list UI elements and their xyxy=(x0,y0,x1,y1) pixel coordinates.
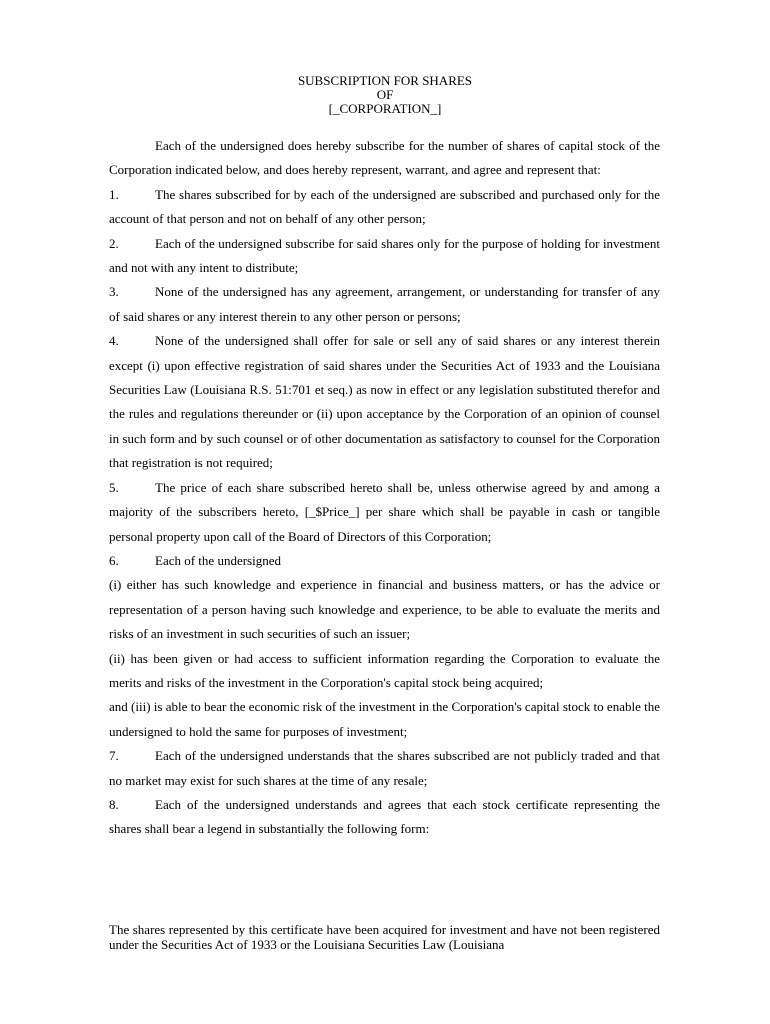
clause-text: Each of the undersigned subscribe for said shares only for the purpose of holding for investment and not with any intent to distribute; xyxy=(109,235,660,276)
clause-number: 1. xyxy=(109,186,119,202)
clause-text: The shares subscribed for by each of the undersigned are subscribed and purchased only for the account of that person and not on behalf of any other person; xyxy=(109,186,660,227)
clause-number: 6. xyxy=(109,552,119,568)
document-title-line-1: SUBSCRIPTION FOR SHARES xyxy=(297,73,473,88)
clause-5 xyxy=(109,476,660,549)
clause-text: The price of each share subscribed hereto shall be, unless otherwise agreed by and among a majority of the subscribers hereto, [_$Price_] per share which shall be payable in cash or tangible personal property upon call of the Board of Directors of this Corporation; xyxy=(109,479,660,544)
clause-text: Each of the undersigned understands that the shares subscribed are not publicly traded and that no market may exist for such shares at the time of any resale; xyxy=(109,748,660,788)
sub-clause-ii: (ii) has been given or had access to sufficient information regarding the Corporation to evaluate the merits and risks of the investment in the Corporation's capital stock being acquired; xyxy=(109,650,660,690)
clause-2 xyxy=(109,232,660,281)
clause-4 xyxy=(109,329,660,475)
document-title-line-2: OF xyxy=(376,87,394,102)
sub-clause-i: (i) either has such knowledge and experience in financial and business matters, or has the advice or representation of a person having such knowledge and experience, to be able to evaluate the merits and risks of an investment in such securities of such an issuer; xyxy=(109,577,660,642)
document-body xyxy=(109,134,660,842)
clause-number: 5. xyxy=(109,479,119,495)
sub-clause-iii: and (iii) is able to bear the economic risk of the investment in the Corporation's capital stock to enable the undersigned to hold the same for purposes of investment; xyxy=(109,699,660,739)
clause-number: 8. xyxy=(109,796,119,812)
clause-number: 4. xyxy=(109,333,119,349)
clause-7 xyxy=(109,744,660,793)
intro-paragraph: Each of the undersigned does hereby subscribe for the number of shares of capital stock of the Corporation indicated below, and does hereby represent, warrant, and agree and represent that: xyxy=(109,138,660,178)
clause-text: None of the undersigned shall offer for sale or sell any of said shares or any interest therein except (i) upon effective registration of said shares under the Securities Act of 1933 and the Louisiana Securities Law (Louisiana R.S. 51:701 et seq.) as now in effect or any legislation substituted therefor and the rules and regulations thereunder or (ii) upon acceptance by the Corporation of an opinion of counsel in such form and by such counsel or of other documentation as satisfactory to counsel for the Corporation that registration is not required; xyxy=(109,333,660,471)
clause-3 xyxy=(109,280,660,329)
clause-text: Each of the undersigned xyxy=(155,552,281,568)
certificate-legend: The shares represented by this certificate have been acquired for investment and have not been registered under the Securities Act of 1933 or the Louisiana Securities Law (Louisiana xyxy=(109,922,660,952)
clause-6 xyxy=(109,549,660,573)
clause-number: 3. xyxy=(109,284,119,300)
clause-number: 7. xyxy=(109,748,119,764)
clause-8 xyxy=(109,793,660,842)
clause-number: 2. xyxy=(109,235,119,251)
clause-1 xyxy=(109,183,660,232)
document-title-line-3: [_CORPORATION_] xyxy=(328,101,442,116)
clause-text: Each of the undersigned understands and agrees that each stock certificate representing the shares shall bear a legend in substantially the following form: xyxy=(109,796,660,837)
clause-text: None of the undersigned has any agreement, arrangement, or understanding for transfer of any of said shares or any interest therein to any other person or persons; xyxy=(109,284,660,324)
